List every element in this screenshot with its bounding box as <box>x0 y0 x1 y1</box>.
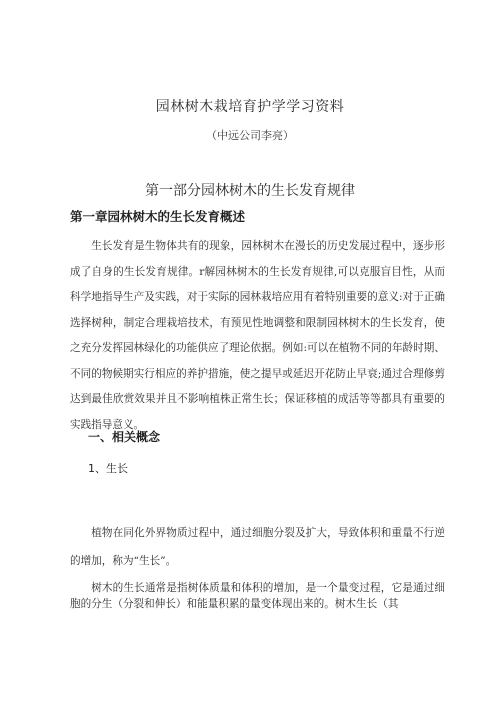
body-paragraph: 生长发育是生物体共有的现象，园林树木在漫长的历史发展过程中，逐步形成了自身的生长发育规律。r解园林树木的生长发育规律,可以克服盲目性，从而科学地指导生产及实践，对于实际的园林栽培应用有着特别重要的意义:对于正确选择树种，制定合理栽培技术，有预见性地调整和限制园林树木的生长发育，使之充分发挥园林绿化的功能供应了理论依据。例如:可以在植物不同的年龄时期、不同的物候期实行相应的养护措施，使之提早或延迟开花防止早衰;通过合理修剪达到最佳欣赏效果并且不影响植株正常生长；保证移植的成活等等都具有重要的实践指导意义。 <box>70 240 445 431</box>
subsection-title: 1、生长 <box>88 462 128 475</box>
section-title: 一、相关概念 <box>88 430 161 444</box>
part-title: 第一部分园林树木的生长发育规律 <box>145 183 355 199</box>
body-paragraph: 树木的生长通常是指树体质量和体积的增加，是一个量变过程，它是通过细胞的分生（分裂和伸长）和能量积累的量变体现出来的。树木生长（其 <box>70 582 445 610</box>
document-author: （中远公司李亮） <box>206 129 294 142</box>
document-title: 园林树木栽培育护学学习资料 <box>155 99 345 115</box>
chapter-title: 第一章园林树木的生长发育概述 <box>70 209 246 224</box>
body-paragraph: 植物在同化外界物质过程中，通过细胞分裂及扩大，导致体积和重量不行逆的增加，称为“生长”。 <box>70 527 445 567</box>
